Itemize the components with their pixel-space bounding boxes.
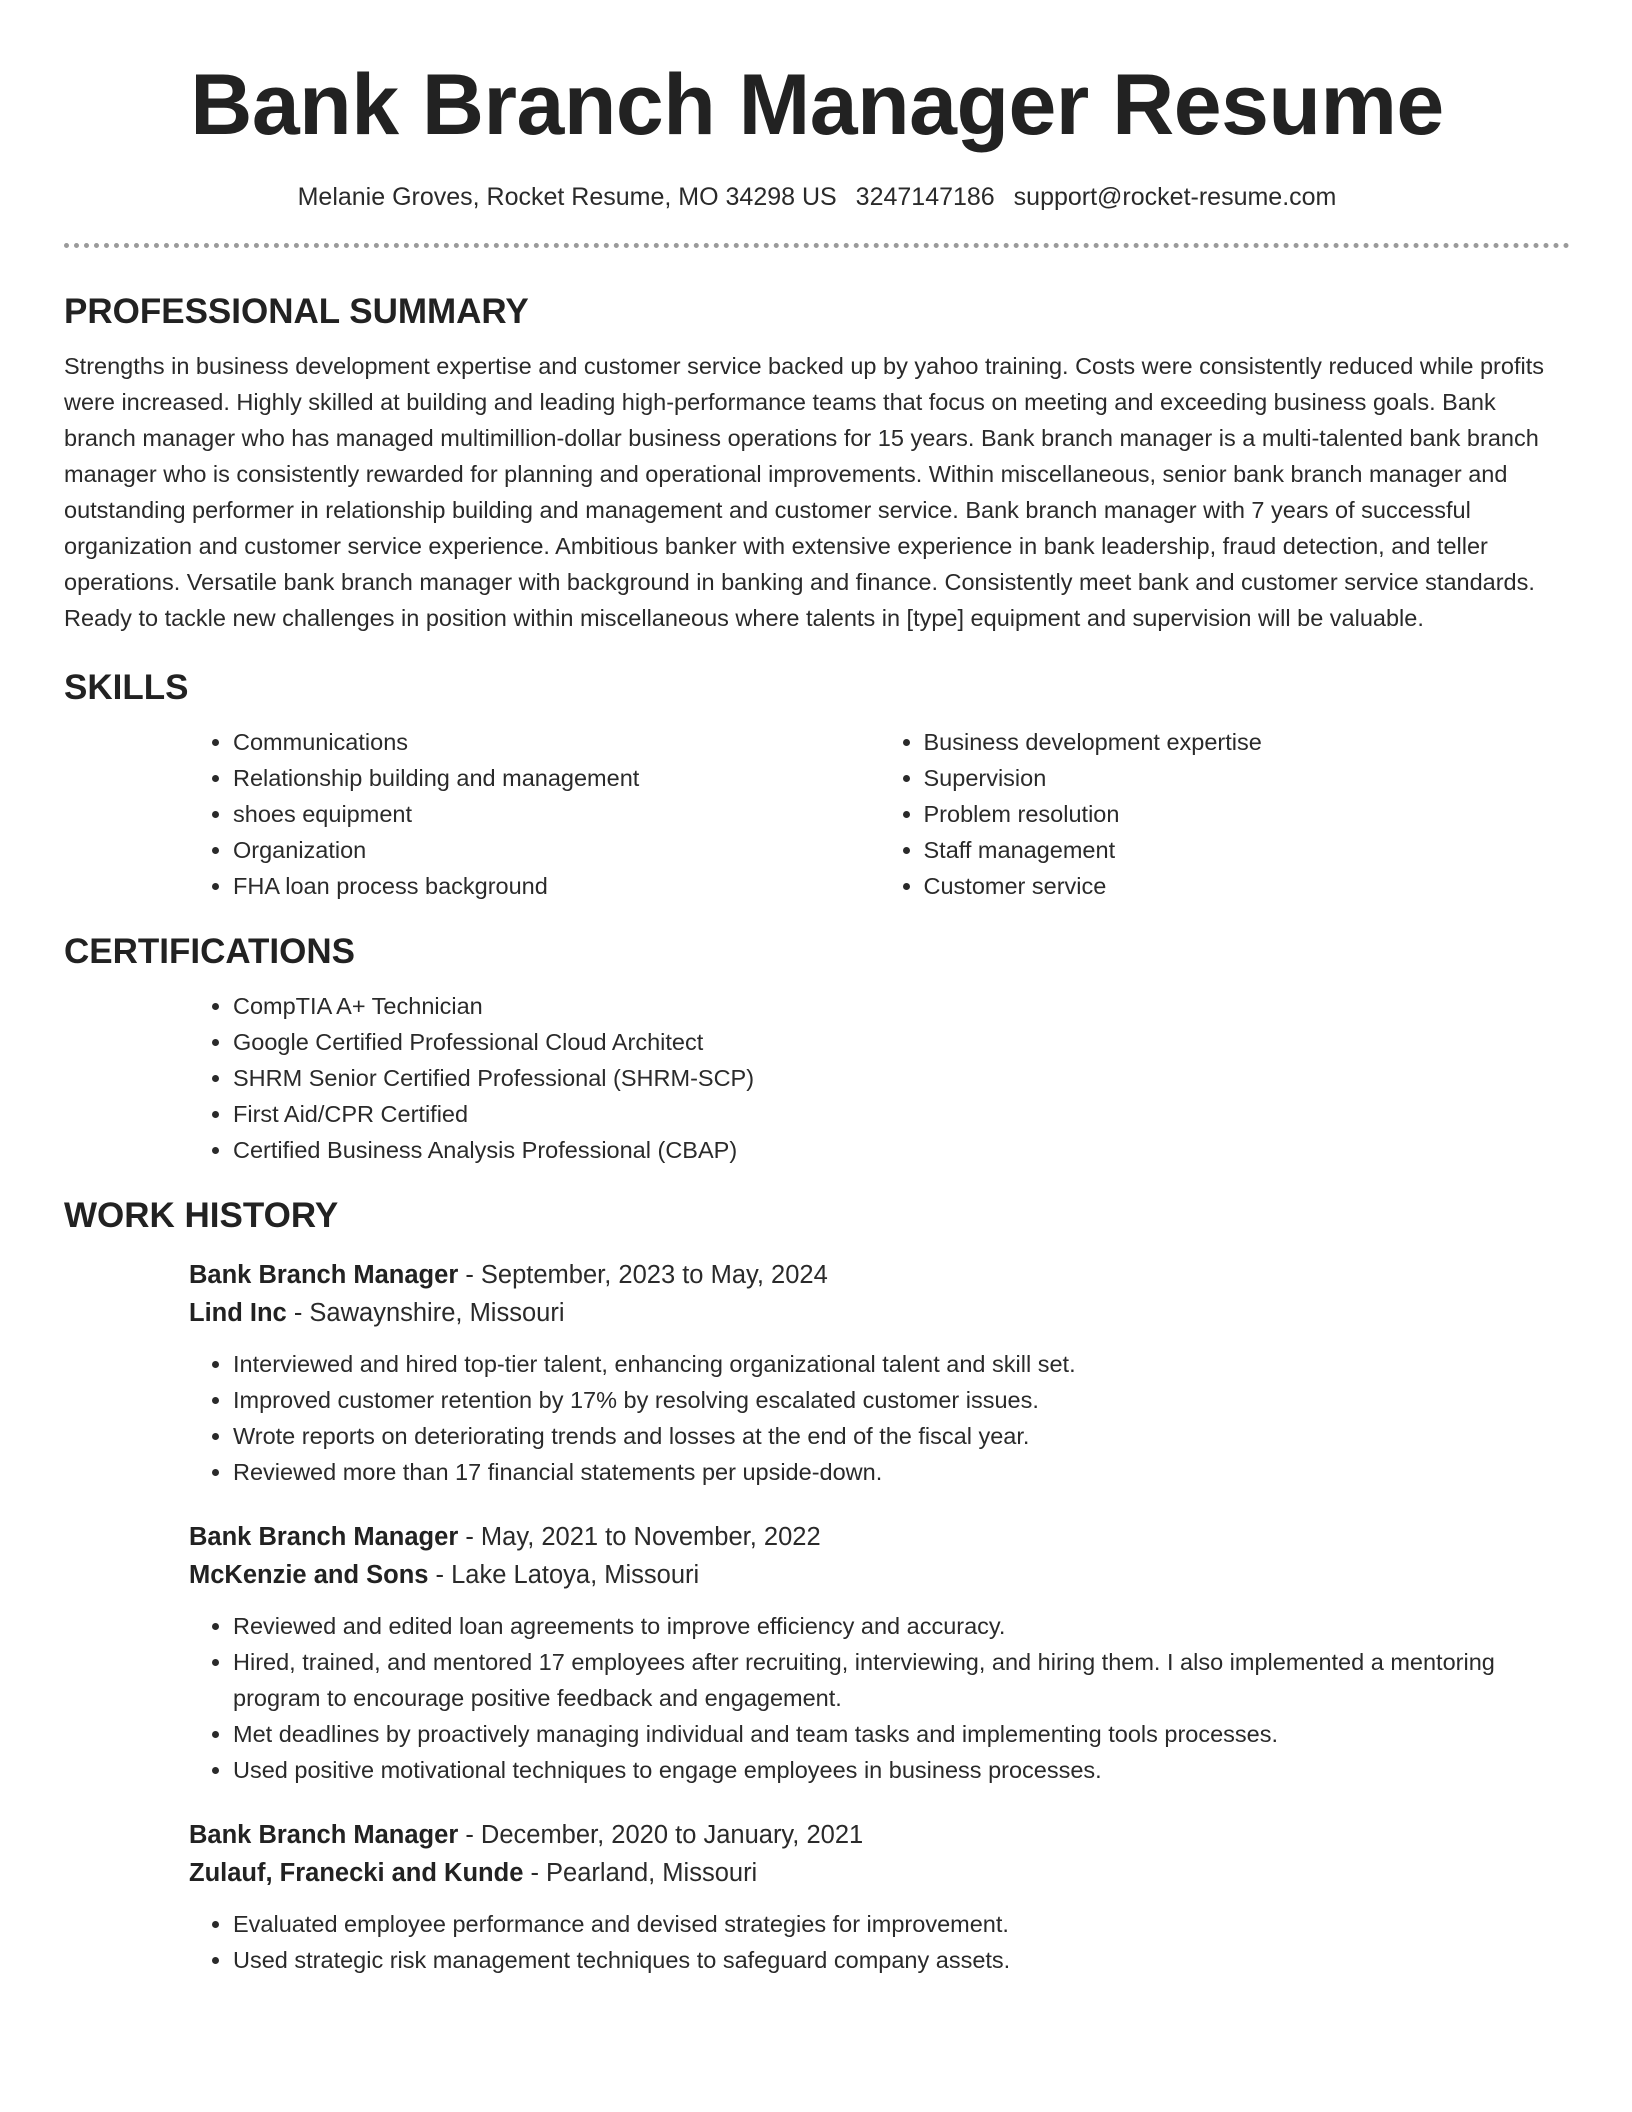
certification-item: • SHRM Senior Certified Professional (SHRM-SCP) <box>233 1060 1570 1096</box>
job-company: Lind Inc <box>189 1299 287 1327</box>
summary-text: Strengths in business development expertise and customer service backed up by yahoo training. Costs were consistently reduced while profits were increased. Highly skilled at building and leading high-performance teams that focus on meeting and exceeding business goals. Bank branch manager who has managed multimillion-dollar business operations for 15 years. Bank branch manager is a multi-talented bank branch manager who is consistently rewarded for planning and operational improvements. Within miscellaneous, senior bank branch manager and outstanding performer in relationship building and management and customer service. Bank branch manager with 7 years of successful organization and customer service experience. Ambitious banker with extensive experience in bank leadership, fraud detection, and teller operations. Versatile bank branch manager with background in banking and finance. Consistently meet bank and customer service standards. Ready to tackle new challenges in position within miscellaneous where talents in [type] equipment and supervision will be valuable. <box>64 353 1544 631</box>
header-divider <box>64 243 1570 248</box>
work-history-heading: WORK HISTORY <box>64 1196 339 1235</box>
job-entry <box>189 1518 1570 1788</box>
job-bullet: • Improved customer retention by 17% by resolving escalated customer issues. <box>233 1382 1570 1418</box>
job-title: Bank Branch Manager <box>189 1523 459 1551</box>
summary-heading: PROFESSIONAL SUMMARY <box>64 292 529 331</box>
job-location: - Sawaynshire, Missouri <box>286 1299 565 1327</box>
job-title-line <box>189 1518 1570 1556</box>
job-dates: - September, 2023 to May, 2024 <box>458 1261 828 1289</box>
skill-item: • Staff management <box>924 832 1571 868</box>
skill-item: • Business development expertise <box>924 724 1571 760</box>
job-company-line <box>189 1854 1570 1892</box>
skills-right-list <box>880 724 1571 904</box>
job-company-line <box>189 1556 1570 1594</box>
job-bullet: • Wrote reports on deteriorating trends and losses at the end of the fiscal year. <box>233 1418 1570 1454</box>
certification-item: • Certified Business Analysis Professional (CBAP) <box>233 1132 1570 1168</box>
job-location: - Lake Latoya, Missouri <box>428 1561 700 1589</box>
skills-left-list <box>189 724 880 904</box>
job-bullet: • Used positive motivational techniques to engage employees in business processes. <box>233 1752 1570 1788</box>
job-company-line <box>189 1294 1570 1332</box>
skill-item: • Problem resolution <box>924 796 1571 832</box>
job-entry <box>189 1256 1570 1490</box>
skill-item: • Relationship building and management <box>233 760 880 796</box>
job-bullets <box>189 1906 1570 1978</box>
job-title: Bank Branch Manager <box>189 1261 459 1289</box>
contact-line <box>64 181 1570 213</box>
certifications-list <box>189 988 1570 1168</box>
job-bullet: • Reviewed and edited loan agreements to improve efficiency and accuracy. <box>233 1608 1570 1644</box>
skill-item: • Customer service <box>924 868 1571 904</box>
contact-phone: 3247147186 <box>855 183 995 211</box>
job-company: Zulauf, Franecki and Kunde <box>189 1859 524 1887</box>
skill-item: • shoes equipment <box>233 796 880 832</box>
contact-email: support@rocket-resume.com <box>1013 183 1337 211</box>
job-title-line <box>189 1256 1570 1294</box>
job-bullet: • Evaluated employee performance and devised strategies for improvement. <box>233 1906 1570 1942</box>
job-dates: - May, 2021 to November, 2022 <box>458 1523 821 1551</box>
certifications-heading: CERTIFICATIONS <box>64 932 356 971</box>
job-title: Bank Branch Manager <box>189 1821 459 1849</box>
job-bullet: • Met deadlines by proactively managing individual and team tasks and implementing tools processes. <box>233 1716 1570 1752</box>
certification-item: • Google Certified Professional Cloud Architect <box>233 1024 1570 1060</box>
job-bullet: • Used strategic risk management techniques to safeguard company assets. <box>233 1942 1570 1978</box>
job-bullet: • Reviewed more than 17 financial statements per upside-down. <box>233 1454 1570 1490</box>
certification-item: • First Aid/CPR Certified <box>233 1096 1570 1132</box>
job-company: McKenzie and Sons <box>189 1561 429 1589</box>
job-dates: - December, 2020 to January, 2021 <box>458 1821 864 1849</box>
contact-address: Melanie Groves, Rocket Resume, MO 34298 US <box>297 183 837 211</box>
job-bullet: • Hired, trained, and mentored 17 employees after recruiting, interviewing, and hiring them. I also implemented a mentoring program to encourage positive feedback and engagement. <box>233 1644 1570 1716</box>
skill-item: • Communications <box>233 724 880 760</box>
job-title-line <box>189 1816 1570 1854</box>
resume-title: Bank Branch Manager Resume <box>190 57 1444 153</box>
skill-item: • FHA loan process background <box>233 868 880 904</box>
job-bullet: • Interviewed and hired top-tier talent, enhancing organizational talent and skill set. <box>233 1346 1570 1382</box>
resume-page <box>64 0 1570 1978</box>
job-bullets <box>189 1346 1570 1490</box>
skill-item: • Supervision <box>924 760 1571 796</box>
job-location: - Pearland, Missouri <box>523 1859 758 1887</box>
skill-item: • Organization <box>233 832 880 868</box>
job-entry <box>189 1816 1570 1978</box>
skills-grid <box>189 724 1570 904</box>
job-bullets <box>189 1608 1570 1788</box>
skills-heading: SKILLS <box>64 668 189 707</box>
certification-item: • CompTIA A+ Technician <box>233 988 1570 1024</box>
